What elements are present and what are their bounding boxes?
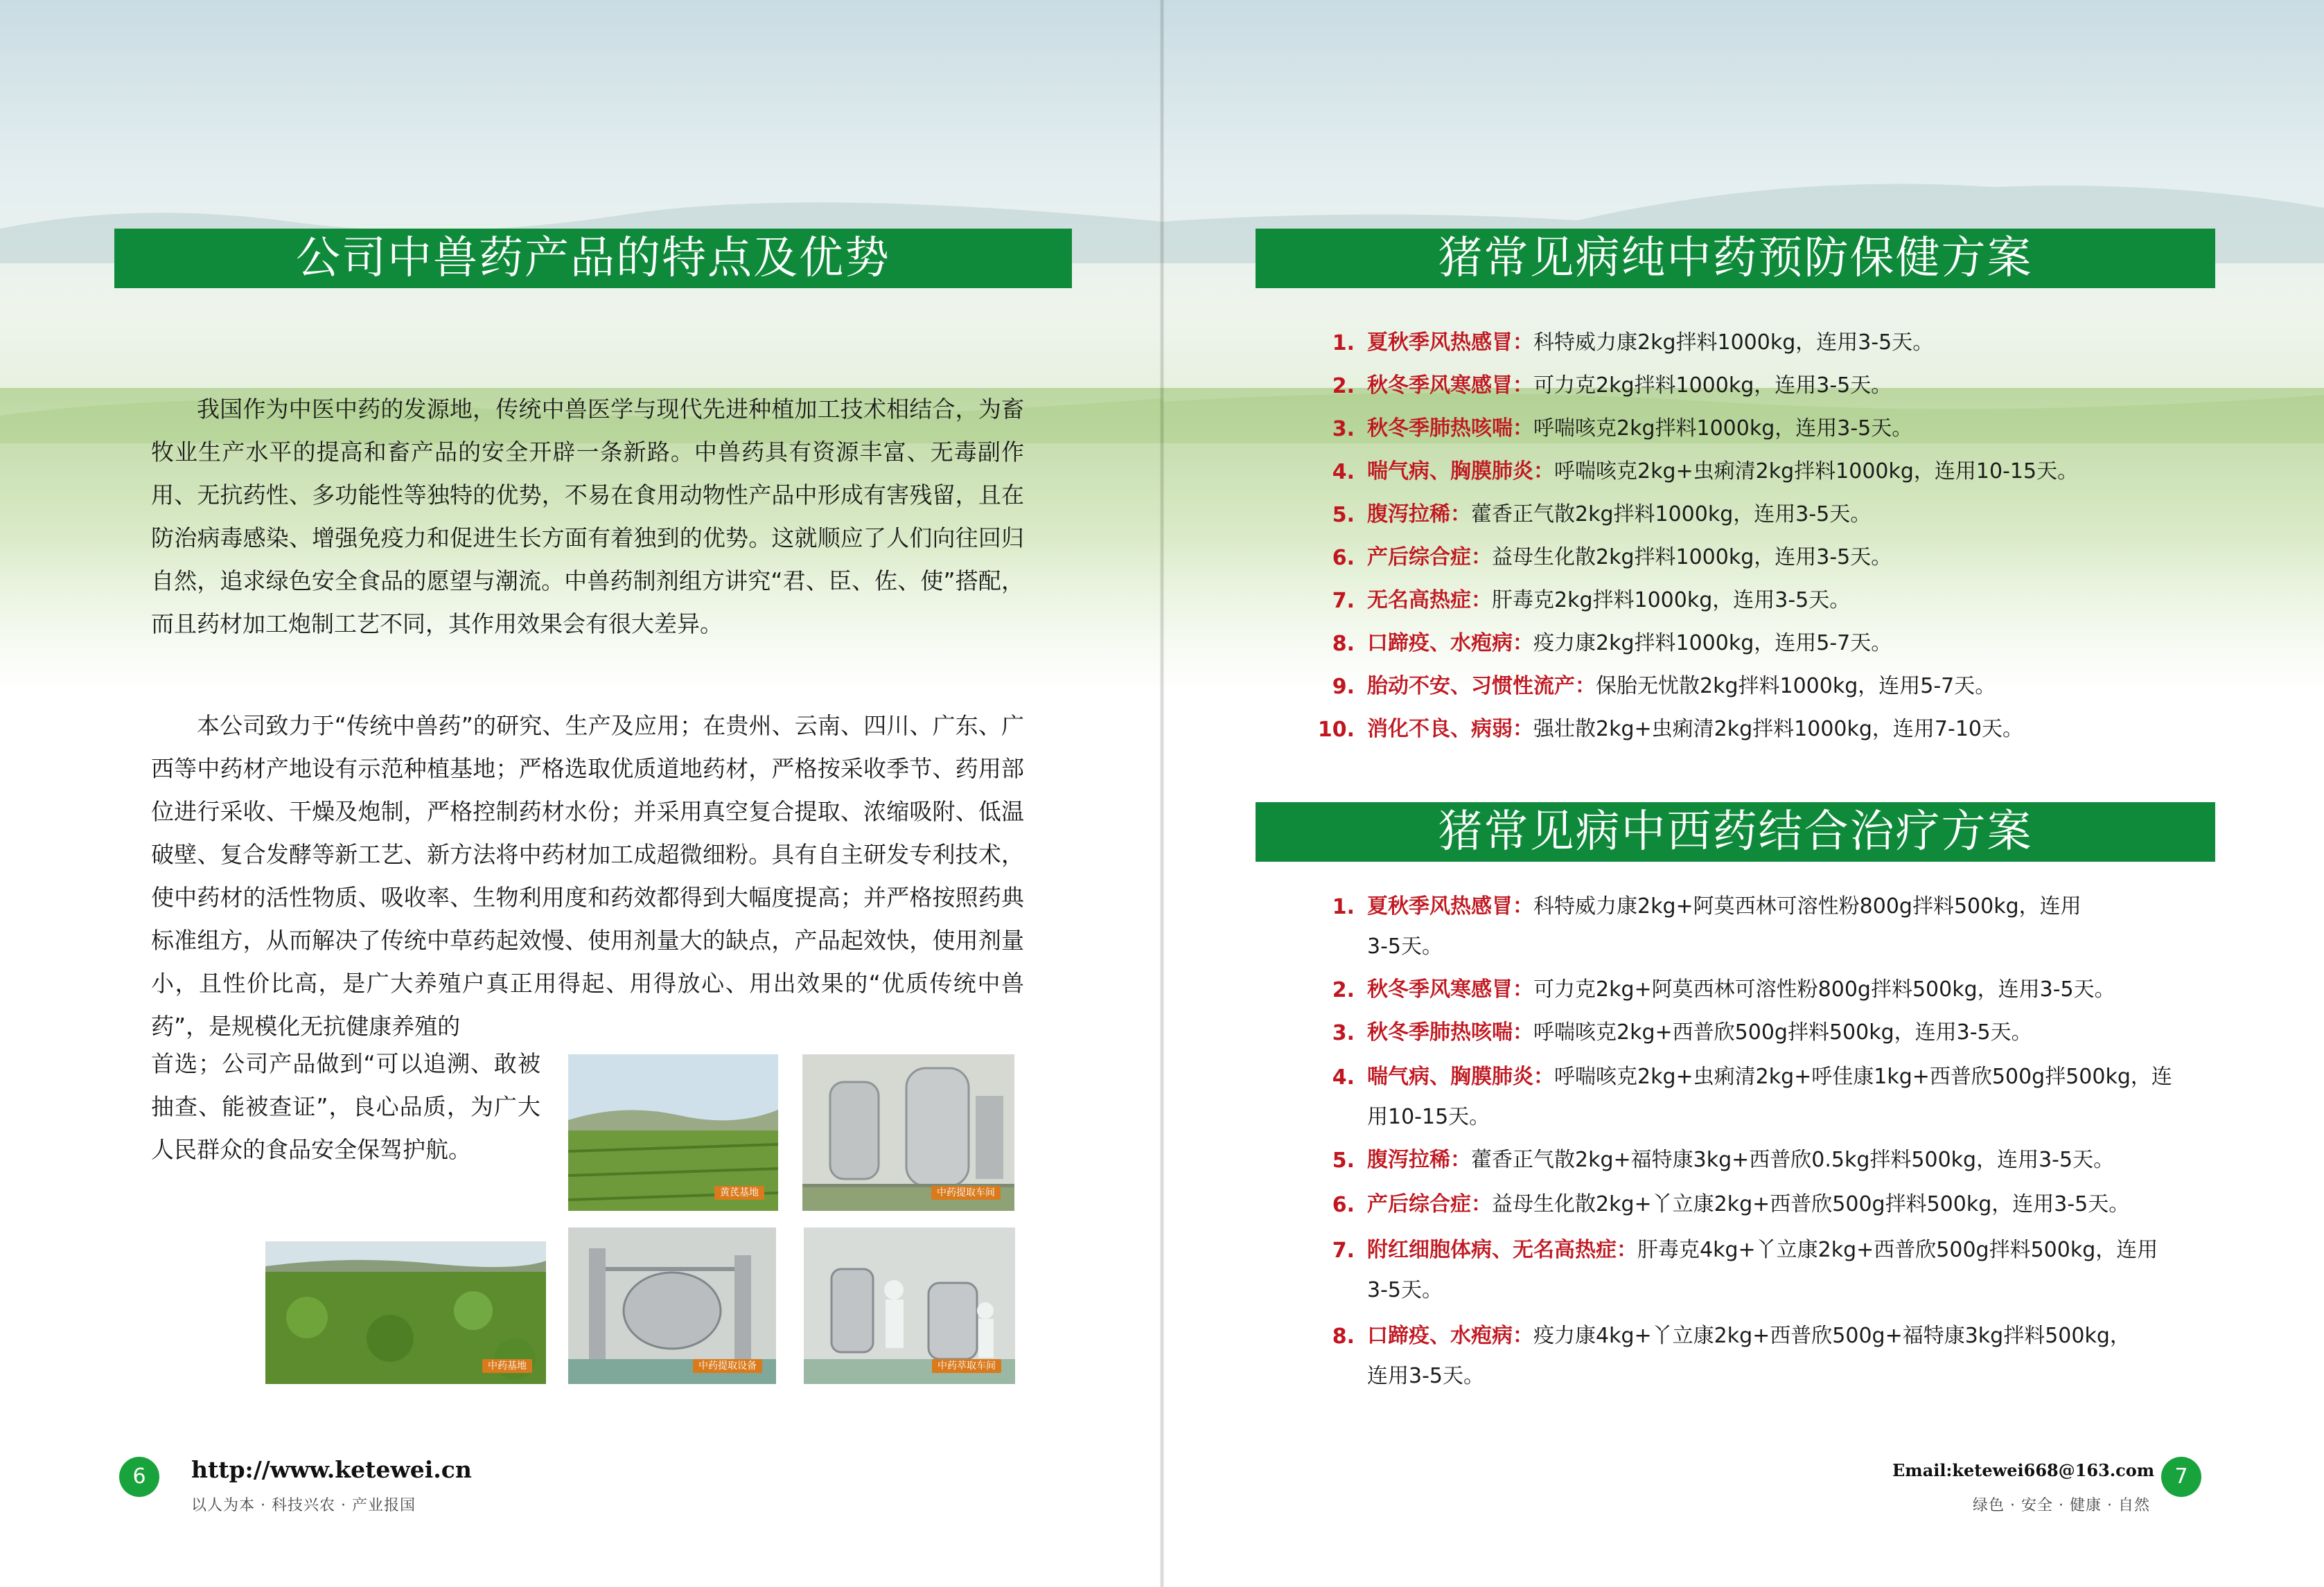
photo-caption: 中药提取车间 (931, 1186, 1001, 1200)
treatment-text: 藿香正气散2kg+福特康3kg+西普欣0.5kg拌料500kg，连用3-5天。 (1471, 1148, 2115, 1172)
item-number: 3. (1332, 417, 1355, 441)
treatment-text: 益母生化散2kg+丫立康2kg+西普欣500g拌料500kg，连用3-5天。 (1492, 1192, 2130, 1216)
disease-name: 秋冬季肺热咳喘： (1367, 416, 1533, 441)
page-number: 6 (119, 1457, 159, 1497)
right-page (1162, 0, 2324, 1587)
treatment-title-banner: 猪常见病中西药结合治疗方案 (1256, 802, 2215, 862)
disease-name: 消化不良、病弱： (1367, 717, 1533, 741)
item-number: 4. (1332, 460, 1355, 484)
treatment-text: 益母生化散2kg拌料1000kg，连用3-5天。 (1492, 545, 1892, 569)
photo-caption: 中药基地 (482, 1359, 532, 1373)
intro-paragraph-1 (151, 388, 1024, 646)
disease-name: 口蹄疫、水疱病： (1367, 631, 1533, 655)
item-number: 6. (1332, 1193, 1355, 1217)
treatment-text: 藿香正气散2kg拌料1000kg，连用3-5天。 (1471, 502, 1872, 526)
item-number: 5. (1332, 1149, 1355, 1173)
treatment-text: 肝毒克4kg+丫立康2kg+西普欣500g拌料500kg，连用 (1637, 1238, 2158, 1262)
treatment-text: 科特威力康2kg拌料1000kg，连用3-5天。 (1533, 330, 1934, 355)
page-fold (1160, 0, 1164, 1587)
item-number: 10. (1317, 718, 1355, 742)
treatment-text-continued: 3-5天。 (1367, 934, 1443, 959)
left-title-banner: 公司中兽药产品的特点及优势 (114, 229, 1072, 288)
disease-name: 腹泻拉稀： (1367, 502, 1471, 526)
photo-caption: 黄芪基地 (714, 1186, 764, 1200)
website-url[interactable]: http://www.ketewei.cn (191, 1456, 472, 1483)
slogan-text: 绿色 · 安全 · 健康 · 自然 (1973, 1497, 2150, 1514)
disease-name: 附红细胞体病、无名高热症： (1367, 1238, 1637, 1262)
treatment-text: 科特威力康2kg+阿莫西林可溶性粉800g拌料500kg，连用 (1533, 894, 2081, 919)
disease-name: 喘气病、胸膜肺炎： (1367, 1065, 1554, 1089)
contact-email[interactable]: Email:ketewei668@163.com (1892, 1460, 2155, 1480)
disease-name: 夏秋季风热感冒： (1367, 330, 1533, 355)
disease-name: 口蹄疫、水疱病： (1367, 1324, 1533, 1348)
photo-herb-base (265, 1241, 546, 1384)
photo-herb-field (568, 1054, 778, 1211)
treatment-text: 强壮散2kg+虫痢清2kg拌料1000kg，连用7-10天。 (1533, 717, 2023, 741)
disease-name: 夏秋季风热感冒： (1367, 894, 1533, 919)
photo-caption: 中药提取设备 (693, 1359, 762, 1373)
item-number: 7. (1332, 1239, 1355, 1263)
slogan-text: 以人为本 · 科技兴农 · 产业报国 (191, 1497, 416, 1514)
item-number: 4. (1332, 1065, 1355, 1090)
treatment-text: 呼喘咳克2kg+虫痢清2kg+呼佳康1kg+西普欣500g拌500kg，连 (1554, 1065, 2172, 1089)
treatment-text-continued: 用10-15天。 (1367, 1105, 1490, 1129)
item-number: 8. (1332, 1324, 1355, 1349)
item-number: 2. (1332, 978, 1355, 1002)
item-number: 3. (1332, 1021, 1355, 1045)
item-number: 8. (1332, 632, 1355, 656)
treatment-text-continued: 3-5天。 (1367, 1278, 1443, 1302)
paragraph-text: 首选；公司产品做到“可以追溯、敢被抽查、能被查证”，良心品质，为广大人民群众的食品安全保驾护航。 (151, 1050, 540, 1163)
treatment-text: 疫力康4kg+丫立康2kg+西普欣500g+福特康3kg拌料500kg， (1533, 1324, 2131, 1348)
photo-extraction-equipment (568, 1227, 776, 1384)
item-number: 5. (1332, 503, 1355, 527)
page-number: 7 (2161, 1457, 2201, 1497)
treatment-text: 疫力康2kg拌料1000kg，连用5-7天。 (1533, 631, 1892, 655)
disease-name: 产后综合症： (1367, 545, 1492, 569)
item-number: 7. (1332, 589, 1355, 613)
treatment-text: 可力克2kg拌料1000kg，连用3-5天。 (1533, 373, 1892, 398)
item-number: 1. (1332, 895, 1355, 919)
intro-paragraph-2 (151, 704, 1024, 1048)
photo-extraction-workshop (802, 1054, 1014, 1211)
disease-name: 胎动不安、习惯性流产： (1367, 674, 1596, 698)
disease-name: 秋冬季风寒感冒： (1367, 977, 1533, 1002)
treatment-text: 呼喘咳克2kg+西普欣500g拌料500kg，连用3-5天。 (1533, 1020, 2032, 1045)
disease-name: 秋冬季肺热咳喘： (1367, 1020, 1533, 1045)
treatment-text: 呼喘咳克2kg拌料1000kg，连用3-5天。 (1533, 416, 1913, 441)
treatment-text: 保胎无忧散2kg拌料1000kg，连用5-7天。 (1596, 674, 1996, 698)
paragraph-text: 本公司致力于“传统中兽药”的研究、生产及应用；在贵州、云南、四川、广东、广西等中药材产地设有示范种植基地；严格选取优质道地药材，严格按采收季节、药用部位进行采收、干燥及炮制，严格控制药材水份；并采用真空复合提取、浓缩吸附、低温破壁、复合发酵等新工艺、新方法将中药材加工成超微细粉。具有自主研发专利技术，使中药材的活性物质、吸收率、生物利用度和药效都得到大幅度提高；并严格按照药典标准组方，从而解决了传统中草药起效慢、使用剂量大的缺点，产品起效快，使用剂量小，且性价比高，是广大养殖户真正用得起、用得放心、用出效果的“优质传统中兽药”，是规模化无抗健康养殖的 (151, 712, 1024, 1040)
photo-extraction-room (804, 1227, 1015, 1384)
treatment-text-continued: 连用3-5天。 (1367, 1364, 1484, 1388)
treatment-text: 肝毒克2kg拌料1000kg，连用3-5天。 (1492, 588, 1851, 612)
item-number: 1. (1332, 331, 1355, 355)
disease-name: 秋冬季风寒感冒： (1367, 373, 1533, 398)
disease-name: 无名高热症： (1367, 588, 1492, 612)
disease-name: 腹泻拉稀： (1367, 1148, 1471, 1172)
treatment-text: 呼喘咳克2kg+虫痢清2kg拌料1000kg，连用10-15天。 (1554, 459, 2079, 484)
item-number: 9. (1332, 675, 1355, 699)
photo-caption: 中药萃取车间 (932, 1359, 1001, 1373)
item-number: 6. (1332, 546, 1355, 570)
intro-paragraph-3 (151, 1043, 540, 1171)
treatment-text: 可力克2kg+阿莫西林可溶性粉800g拌料500kg，连用3-5天。 (1533, 977, 2115, 1002)
disease-name: 喘气病、胸膜肺炎： (1367, 459, 1554, 484)
disease-name: 产后综合症： (1367, 1192, 1492, 1216)
prevention-title-banner: 猪常见病纯中药预防保健方案 (1256, 229, 2215, 288)
paragraph-text: 我国作为中医中药的发源地，传统中兽医学与现代先进种植加工技术相结合，为畜牧业生产水平的提高和畜产品的安全开辟一条新路。中兽药具有资源丰富、无毒副作用、无抗药性、多功能性等独特的优势，不易在食用动物性产品中形成有害残留，且在防治病毒感染、增强免疫力和促进生长方面有着独到的优势。这就顺应了人们向往回归自然，追求绿色安全食品的愿望与潮流。中兽药制剂组方讲究“君、臣、佐、使”搭配，而且药材加工炮制工艺不同，其作用效果会有很大差异。 (151, 396, 1024, 637)
item-number: 2. (1332, 374, 1355, 398)
